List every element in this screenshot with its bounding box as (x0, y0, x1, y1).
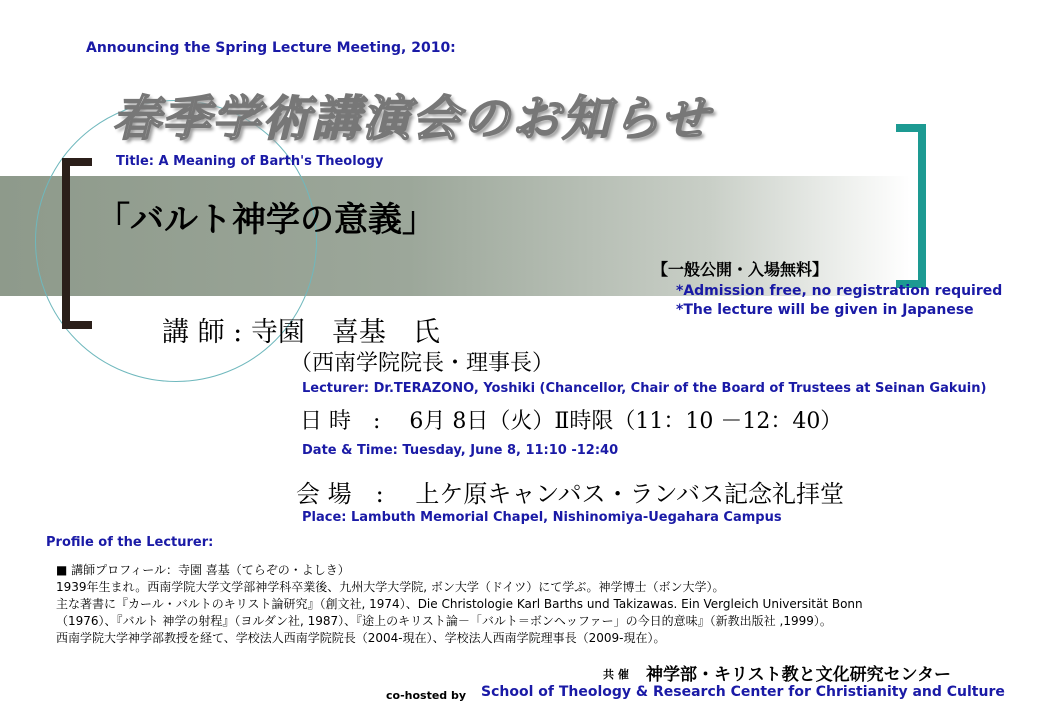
profile-line: 西南学院大学神学部教授を経て、学校法人西南学院院長（2004-現在）、学校法人西南学院理事長（2009-現在）。 (56, 631, 666, 645)
profile-line: 主な著書に『カール・バルトのキリスト論研究』（創文社, 1974）、Die Christologie Karl Barths und Takizawas. Ein Vergleich Universität Bonn (56, 597, 863, 611)
right-bracket (896, 124, 926, 288)
title-jp: 「バルト神学の意義」 (96, 200, 436, 240)
profile-heading: Profile of the Lecturer: (46, 535, 214, 550)
place-jp: 会 場 : 上ケ原キャンパス・ランバス記念礼拝堂 (296, 480, 844, 508)
main-title: 春季学術講演会のお知らせ (112, 91, 711, 147)
lecturer-affiliation: （西南学院院長・理事長） (290, 351, 555, 376)
datetime-en: Date & Time: Tuesday, June 8, 11:10 -12:40 (302, 443, 619, 458)
lecturer-jp: 講 師 : 寺園 喜基 氏 (162, 317, 440, 348)
admission-en-2: *The lecture will be given in Japanese (676, 302, 974, 318)
cohost-en: School of Theology & Research Center for Christianity and Culture (481, 684, 1005, 700)
profile-line: 1939年生まれ。西南学院大学文学部神学科卒業後、九州大学大学院, ボン大学（ドイツ）にて学ぶ。神学博士（ボン大学）。 (56, 580, 725, 594)
admission-en-1: *Admission free, no registration required (676, 283, 1003, 299)
profile-line: ■ 講師プロフィール：寺園 喜基（てらぞの・よしき） (56, 563, 350, 577)
datetime-jp: 日 時 : 6月 8日（火）Ⅱ時限（11：10 －12：40） (300, 409, 843, 434)
cohost-label-jp: 共 催 (603, 668, 629, 681)
title-en: Title: A Meaning of Barth's Theology (116, 154, 384, 169)
cohost-jp: 神学部・キリスト教と文化研究センター (646, 665, 951, 685)
cohost-label-en: co-hosted by (386, 689, 467, 702)
lecturer-en: Lecturer: Dr.TERAZONO, Yoshiki (Chancellor, Chair of the Board of Trustees at Seinan Gakuin) (302, 381, 987, 396)
admission-jp: 【一般公開・入場無料】 (652, 260, 829, 279)
profile-line: （1976）、『バルト 神学の射程』（ヨルダン社, 1987）、『途上のキリスト論－「バルト＝ボンヘッファー」の今日的意味』（新教出版社 ,1999）。 (56, 614, 832, 628)
place-en: Place: Lambuth Memorial Chapel, Nishinomiya-Uegahara Campus (302, 510, 782, 525)
announce-text: Announcing the Spring Lecture Meeting, 2010: (86, 40, 456, 56)
left-bracket (62, 158, 92, 329)
profile-block (56, 562, 863, 647)
